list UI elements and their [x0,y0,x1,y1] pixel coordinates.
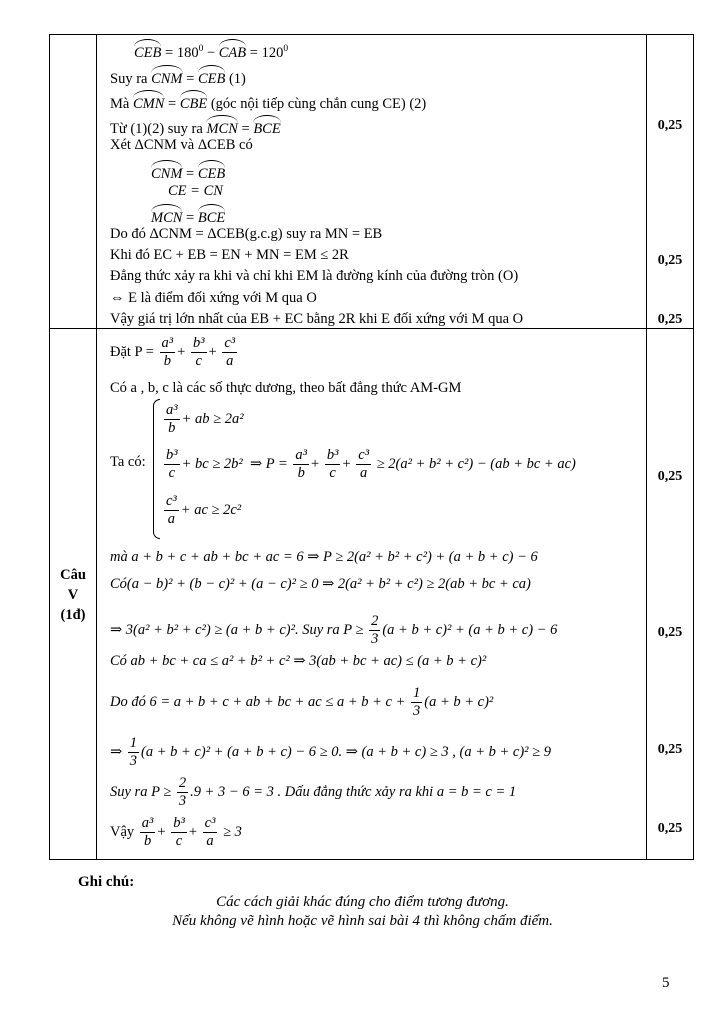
bound-line-1: ⇒ 3(a² + b² + c²) ≥ (a + b + c)². Suy ra P ≥ $\frac{2}{3}$ (a + b + c)² + (a + b + c) − 6 [110,613,558,647]
score-cell: 0,25 [657,821,683,836]
part4-system-row-1: CNM = CEB [151,162,225,183]
page-number: 5 [662,975,670,991]
amgm-ineq-1: $\frac{\text{a³}}{b}$ + ab ≥ 2a² [166,402,244,436]
part4-line-11: Đẳng thức xảy ra khi và chỉ khi EM là đường kính của đường tròn (O) [110,268,519,284]
part4-line-12: ⇔ E là điểm đối xứng với M qua O [110,290,317,306]
part4-line-2: Suy ra CNM = CEB (1) [110,67,246,88]
amgm-intro: Có a , b, c là các số thực dương, theo bất đẳng thức AM-GM [110,380,462,396]
part4-line-5: Xét ΔCNM và ΔCEB có [110,137,253,153]
part4-line-angle: CEB = $180^0$ − CAB = $120^0$ [134,40,288,62]
product-sum-ineq: Có ab + bc + ca ≤ a² + b² + c² ⇒ 3(ab + bc + ac) ≤ (a + b + c)² [110,653,487,669]
bound-line-2: Do đó 6 = a + b + c + ab + bc + ac ≤ a + b + c + $\frac{1}{3}$ (a + b + c)² [110,685,494,719]
part4-system-row-3: MCN = BCE [151,206,225,227]
note-line: Các cách giải khác đúng cho điểm tương đương. [216,894,509,910]
score-cell: 0,25 [657,118,683,133]
define-p: Đặt P = $\frac{\text{a³}}{b}$ + $\frac{\text{b³}}{c}$ + $\frac{\text{c³}}{a}$ [110,335,236,369]
final-result: Vậy $\frac{\text{a³}}{b}$ + $\frac{\text{b³}}{c}$ + $\frac{\text{c³}}{a}$ ≥ 3 [110,815,242,849]
notes-title: Ghi chú: [78,874,135,890]
column-divider [646,35,647,859]
score-cell: 0,25 [657,253,683,268]
score-cell: 0,25 [657,469,683,484]
taco-label: Ta có: [110,454,146,470]
part4-line-10: Khi đó EC + EB = EN + MN = EM ≤ 2R [110,247,349,263]
part4-line-9: Do đó ΔCNM = ΔCEB(g.c.g) suy ra MN = EB [110,226,383,242]
score-cell: 0,25 [657,742,683,757]
square-sum-ineq: Có(a − b)² + (b − c)² + (a − c)² ≥ 0 ⇒ 2(a² + b² + c²) ≥ 2(ab + bc + ca) [110,576,531,592]
conclusion-line: Suy ra P ≥ $\frac{2}{3}$ .9 + 3 − 6 = 3 . Dấu đẳng thức xảy ra khi a = b = c = 1 [110,775,517,809]
amgm-ineq-2: $\frac{\text{b³}}{c}$ + bc ≥ 2b² ⇒ P = $\frac{\text{a³}}{b}$ + $\frac{\text{b³}}{c}$ + $\frac{\text{c³}}{a}$ ≥ 2(a² + b² + c²) − (ab + bc + ac) [166,447,576,481]
answer-table [49,34,694,860]
note-line: Nếu không vẽ hình hoặc vẽ hình sai bài 4 thì không chấm điểm. [172,913,553,929]
system-brace [153,399,160,539]
given-condition: mà a + b + c + ab + bc + ac = 6 ⇒ P ≥ 2(a² + b² + c²) + (a + b + c) − 6 [110,549,538,565]
part4-line-13: Vậy giá trị lớn nhất của EB + EC bằng 2R khi E đối xứng với M qua O [110,311,524,327]
part4-line-3: Mà CMN = CBE (góc nội tiếp cùng chắn cung CE) (2) [110,92,426,113]
question-label: Câu V (1đ) [60,567,86,623]
amgm-ineq-3: $\frac{\text{c³}}{a}$ + ac ≥ 2c² [166,493,242,527]
score-cell: 0,25 [657,312,683,327]
part4-system-row-2: CE = CN [168,183,223,199]
score-cell: 0,25 [657,625,683,640]
column-divider [96,35,97,859]
part4-line-4: Từ (1)(2) suy ra MCN = BCE [110,117,281,138]
bound-line-3: ⇒ $\frac{1}{3}$ (a + b + c)² + (a + b + c) − 6 ≥ 0. ⇒ (a + b + c) ≥ 3 , (a + b + c)² ≥ 9 [110,735,551,769]
row-divider [50,328,693,329]
